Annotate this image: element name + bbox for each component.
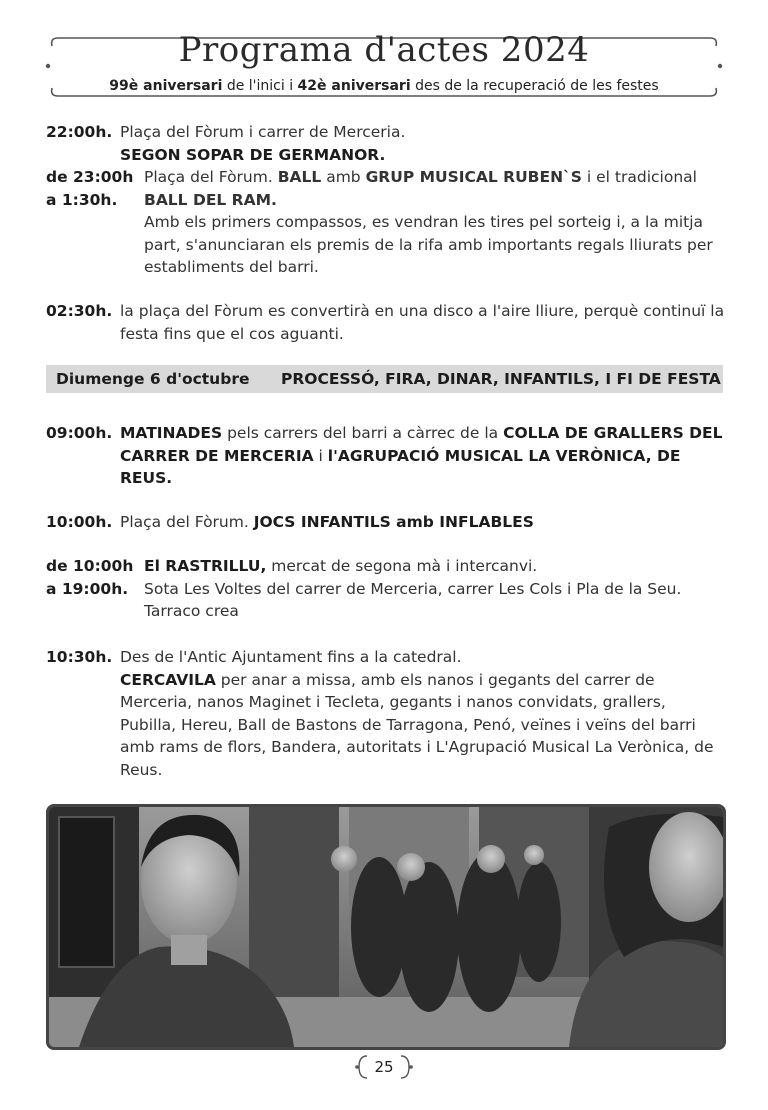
entry-body: la plaça del Fòrum es convertirà en una disco a l'aire lliure, perquè continuï la festa fins que el cos aguanti. (120, 302, 725, 343)
entry-time: 22:00h. (46, 123, 113, 141)
page-number: 25 (355, 1052, 413, 1082)
entry-time: 02:30h. (46, 302, 113, 320)
entry-body: Des de l'Antic Ajuntament fins a la catedral. CERCAVILA per anar a missa, amb els nanos i gegants del carrer de Merceria, nanos Maginet i Tecleta, gegants i nanos convidats, grallers, Pubilla, Hereu, Ball de Bastons de Tarragona, Penó, veïnes i veïns del barri amb rams de flors, Bandera, autoritats i L'Agrupació Musical La Verònica, de Reus. (120, 648, 714, 779)
entry-time: de 23:00h a 1:30h. (46, 168, 134, 209)
section-description: PROCESSÓ, FIRA, DINAR, INFANTILS, I FI DE FESTA (281, 370, 721, 388)
entry-time: 09:00h. (46, 424, 113, 442)
entry-time: 10:00h. (46, 513, 113, 531)
procession-photo-image (49, 807, 723, 1047)
day-section-bar (46, 365, 723, 393)
entry-time: 10:30h. (46, 648, 113, 666)
entry-body: Plaça del Fòrum. BALL amb GRUP MUSICAL RUBEN`S i el tradicional BALL DEL RAM. Amb els primers compassos, es vendran les tires pel sorteig i, a la mitja part, s'anunciaran els premis de la rifa amb importants regals lliurats per establiments del barri. (144, 168, 713, 276)
page-title: Programa d'actes 2024 (178, 30, 590, 70)
entry-body: Plaça del Fòrum i carrer de Merceria. SEGON SOPAR DE GERMANOR. (120, 123, 406, 164)
page-subtitle: 99è aniversari de l'inici i 42è aniversari des de la recuperació de les festes (109, 78, 659, 94)
entry-body: Plaça del Fòrum. JOCS INFANTILS amb INFLABLES (120, 513, 534, 531)
section-day: Diumenge 6 d'octubre (56, 370, 250, 388)
entry-body: MATINADES pels carrers del barri a càrrec de la COLLA DE GRALLERS DEL CARRER DE MERCERIA i l'AGRUPACIÓ MUSICAL LA VERÒNICA, DE REUS. (120, 424, 723, 487)
procession-photo (46, 804, 726, 1050)
entry-time: de 10:00h a 19:00h. (46, 557, 134, 598)
entry-body: El RASTRILLU, mercat de segona mà i intercanvi. Sota Les Voltes del carrer de Merceria, carrer Les Cols i Pla de la Seu. Tarraco crea (144, 557, 682, 620)
